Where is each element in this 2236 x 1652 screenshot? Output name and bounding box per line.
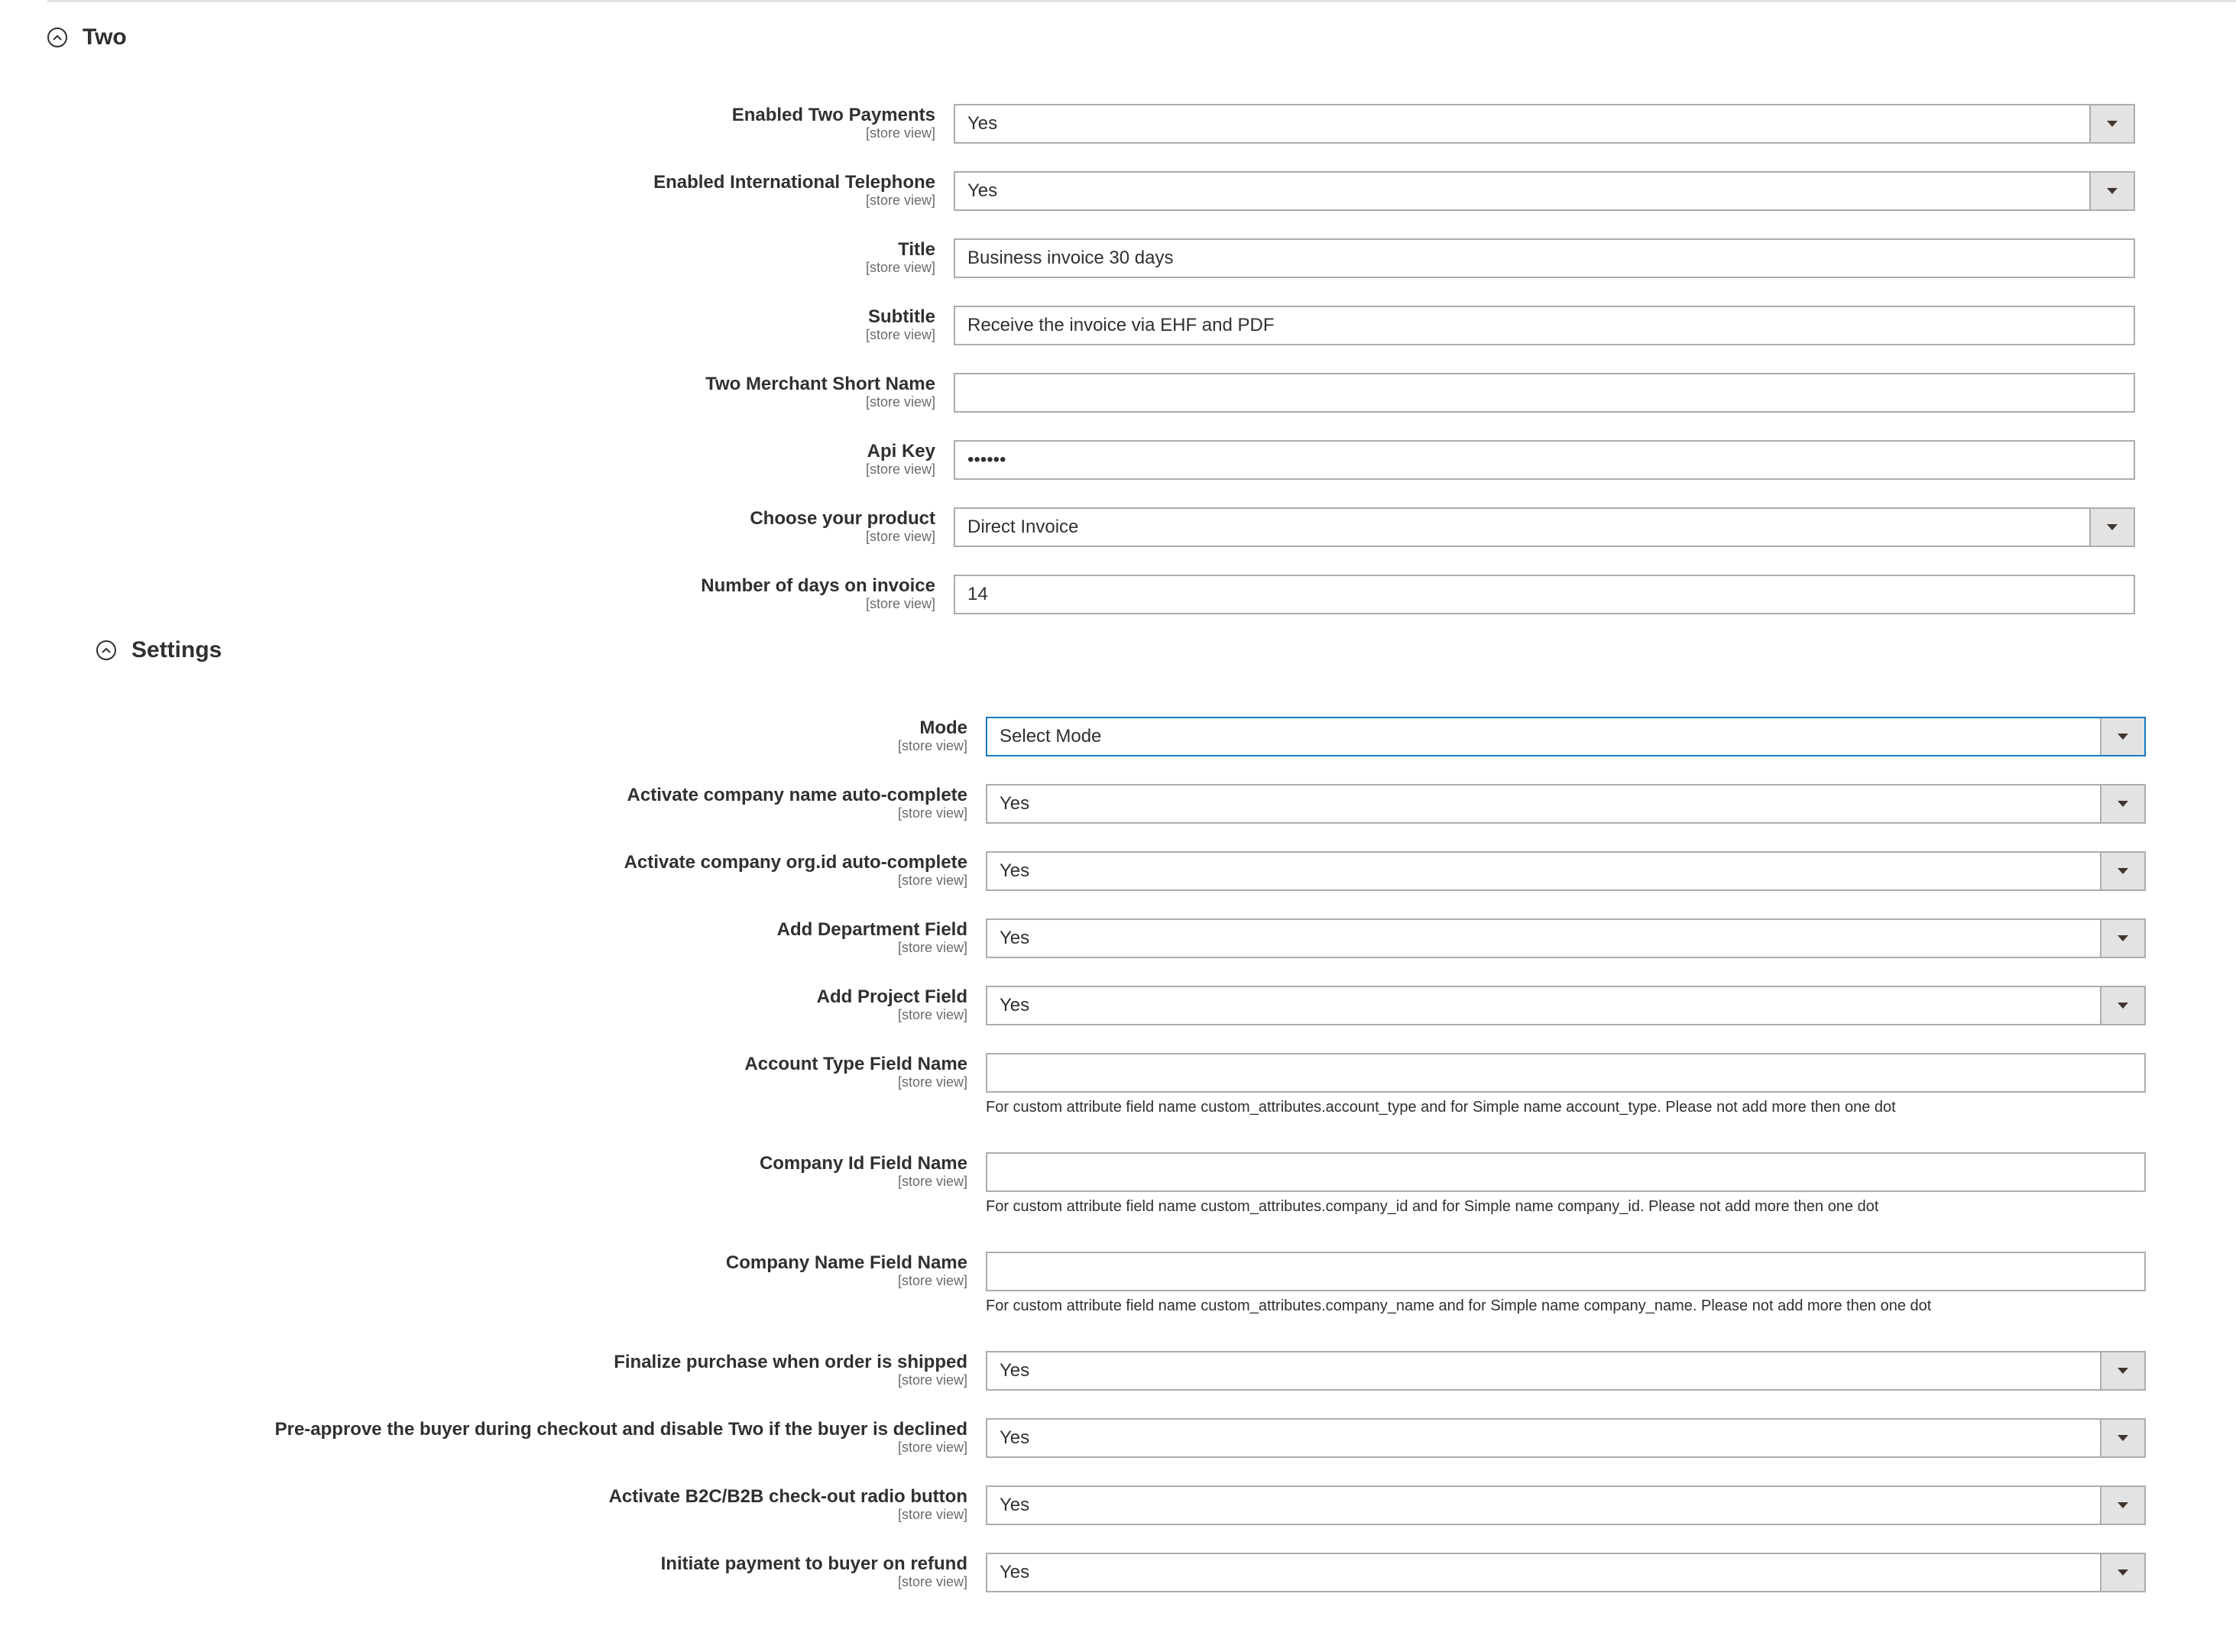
form-row-company-name-autocomplete bbox=[0, 784, 2236, 824]
input-value: •••••• bbox=[967, 449, 1006, 470]
org-id-autocomplete-select[interactable] bbox=[986, 851, 2146, 891]
select-value: Yes bbox=[967, 113, 998, 134]
scope-label: [store view] bbox=[897, 1574, 967, 1589]
form-row-account-type-field-name bbox=[0, 1053, 2236, 1116]
field-label: Finalize purchase when order is shipped bbox=[614, 1352, 967, 1372]
field-label: Account Type Field Name bbox=[744, 1054, 967, 1074]
department-field-select[interactable] bbox=[986, 918, 2146, 958]
input-value: 14 bbox=[967, 584, 988, 604]
scope-label: [store view] bbox=[865, 529, 935, 544]
finalize-purchase-select[interactable] bbox=[986, 1351, 2146, 1391]
refund-payment-select[interactable] bbox=[986, 1553, 2146, 1592]
field-note: For custom attribute field name custom_attributes.account_type and for Simple name account_type. Please not add more then one dot bbox=[986, 1099, 1896, 1116]
subtitle-input[interactable] bbox=[954, 306, 2135, 345]
select-value: Yes bbox=[1000, 1495, 1030, 1515]
field-label: Title bbox=[898, 239, 935, 260]
scope-label: [store view] bbox=[897, 940, 967, 955]
scope-label: [store view] bbox=[865, 462, 935, 477]
scope-label: [store view] bbox=[865, 327, 935, 342]
scope-label: [store view] bbox=[865, 125, 935, 141]
field-label: Activate company name auto-complete bbox=[627, 785, 967, 805]
scope-label: [store view] bbox=[865, 394, 935, 410]
form-row-refund-payment bbox=[0, 1553, 2236, 1592]
dropdown-arrow-icon[interactable] bbox=[2100, 786, 2144, 822]
field-label: Activate B2C/B2B check-out radio button bbox=[608, 1486, 967, 1507]
api-key-password-input[interactable] bbox=[954, 440, 2135, 480]
select-value: Yes bbox=[1000, 1360, 1030, 1381]
form-row-merchant-short-name bbox=[0, 373, 2236, 413]
scope-label: [store view] bbox=[897, 1440, 967, 1455]
field-label: Mode bbox=[919, 717, 967, 738]
scope-label: [store view] bbox=[897, 1372, 967, 1388]
field-label: Activate company org.id auto-complete bbox=[624, 852, 967, 873]
form-row-enabled-international-telephone bbox=[0, 171, 2236, 211]
scope-label: [store view] bbox=[897, 1174, 967, 1189]
form-row-company-id-field-name bbox=[0, 1152, 2236, 1215]
scope-label: [store view] bbox=[897, 738, 967, 753]
select-value: Yes bbox=[1000, 860, 1030, 881]
select-value: Yes bbox=[1000, 1427, 1030, 1448]
dropdown-arrow-icon[interactable] bbox=[2100, 1420, 2144, 1456]
account-type-field-name-input[interactable] bbox=[986, 1053, 2146, 1093]
project-field-select[interactable] bbox=[986, 986, 2146, 1025]
select-value: Yes bbox=[967, 180, 998, 201]
dropdown-arrow-icon[interactable] bbox=[2100, 1352, 2144, 1389]
select-value: Yes bbox=[1000, 995, 1030, 1015]
field-label: Company Name Field Name bbox=[725, 1252, 967, 1273]
section-title: Settings bbox=[131, 637, 222, 662]
dropdown-arrow-icon[interactable] bbox=[2100, 718, 2144, 755]
field-label: Api Key bbox=[867, 441, 935, 462]
b2c-b2b-radio-select[interactable] bbox=[986, 1485, 2146, 1525]
collapse-up-icon[interactable] bbox=[47, 28, 67, 47]
scope-label: [store view] bbox=[897, 1074, 967, 1090]
field-label: Add Department Field bbox=[776, 919, 967, 940]
input-value: Business invoice 30 days bbox=[967, 248, 1174, 268]
scope-label: [store view] bbox=[897, 805, 967, 821]
form-row-org-id-autocomplete bbox=[0, 851, 2236, 891]
form-row-choose-product bbox=[0, 507, 2236, 547]
company-name-field-name-input[interactable] bbox=[986, 1252, 2146, 1291]
form-row-project-field bbox=[0, 986, 2236, 1025]
scope-label: [store view] bbox=[897, 873, 967, 888]
input-value: Receive the invoice via EHF and PDF bbox=[967, 315, 1275, 335]
field-note: For custom attribute field name custom_attributes.company_id and for Simple name company_id. Please not add more then one dot bbox=[986, 1198, 1879, 1215]
enabled-international-telephone-select[interactable] bbox=[954, 171, 2135, 211]
section-settings-header[interactable] bbox=[96, 637, 222, 663]
scope-label: [store view] bbox=[865, 193, 935, 208]
form-row-b2c-b2b-radio bbox=[0, 1485, 2236, 1525]
field-label: Company Id Field Name bbox=[759, 1153, 967, 1174]
form-row-enabled-two-payments bbox=[0, 104, 2236, 144]
collapse-up-icon[interactable] bbox=[96, 640, 116, 660]
dropdown-arrow-icon[interactable] bbox=[2100, 920, 2144, 957]
company-id-field-name-input[interactable] bbox=[986, 1152, 2146, 1192]
form-row-company-name-field-name bbox=[0, 1252, 2236, 1314]
field-label: Pre-approve the buyer during checkout and disable Two if the buyer is declined bbox=[274, 1419, 967, 1440]
form-row-department-field bbox=[0, 918, 2236, 958]
field-label: Add Project Field bbox=[816, 986, 967, 1007]
dropdown-arrow-icon[interactable] bbox=[2089, 509, 2134, 546]
form-row-title bbox=[0, 238, 2236, 278]
merchant-short-name-input[interactable] bbox=[954, 373, 2135, 413]
dropdown-arrow-icon[interactable] bbox=[2100, 1554, 2144, 1591]
title-input[interactable] bbox=[954, 238, 2135, 278]
dropdown-arrow-icon[interactable] bbox=[2100, 987, 2144, 1024]
form-row-subtitle bbox=[0, 306, 2236, 345]
form-row-mode bbox=[0, 717, 2236, 756]
scope-label: [store view] bbox=[897, 1507, 967, 1522]
field-label: Number of days on invoice bbox=[701, 575, 935, 596]
dropdown-arrow-icon[interactable] bbox=[2089, 105, 2134, 142]
scope-label: [store view] bbox=[865, 260, 935, 275]
days-on-invoice-input[interactable] bbox=[954, 575, 2135, 614]
dropdown-arrow-icon[interactable] bbox=[2100, 1487, 2144, 1524]
section-title: Two bbox=[83, 24, 127, 50]
select-value: Direct Invoice bbox=[967, 517, 1079, 537]
field-label: Choose your product bbox=[750, 508, 935, 529]
select-value: Select Mode bbox=[1000, 726, 1102, 747]
scope-label: [store view] bbox=[897, 1273, 967, 1288]
select-value: Yes bbox=[1000, 1562, 1030, 1582]
scope-label: [store view] bbox=[897, 1007, 967, 1022]
choose-product-select[interactable] bbox=[954, 507, 2135, 547]
section-two-header[interactable] bbox=[47, 24, 127, 50]
field-note: For custom attribute field name custom_attributes.company_name and for Simple name company_name. Please not add more then one dot bbox=[986, 1297, 1932, 1314]
form-row-pre-approve-buyer bbox=[0, 1418, 2236, 1458]
field-label: Enabled International Telephone bbox=[653, 172, 935, 193]
dropdown-arrow-icon[interactable] bbox=[2089, 173, 2134, 209]
form-row-api-key bbox=[0, 440, 2236, 480]
field-label: Enabled Two Payments bbox=[731, 105, 935, 125]
form-row-finalize-purchase bbox=[0, 1351, 2236, 1391]
field-label: Two Merchant Short Name bbox=[705, 374, 935, 394]
field-label: Initiate payment to buyer on refund bbox=[660, 1553, 967, 1574]
top-divider bbox=[47, 0, 2236, 2]
scope-label: [store view] bbox=[865, 596, 935, 611]
select-value: Yes bbox=[1000, 928, 1030, 948]
field-label: Subtitle bbox=[868, 306, 935, 327]
pre-approve-buyer-select[interactable] bbox=[986, 1418, 2146, 1458]
dropdown-arrow-icon[interactable] bbox=[2100, 853, 2144, 889]
form-row-days-on-invoice bbox=[0, 575, 2236, 614]
company-name-autocomplete-select[interactable] bbox=[986, 784, 2146, 824]
enabled-two-payments-select[interactable] bbox=[954, 104, 2135, 144]
select-value: Yes bbox=[1000, 793, 1030, 814]
mode-select[interactable] bbox=[986, 717, 2146, 756]
